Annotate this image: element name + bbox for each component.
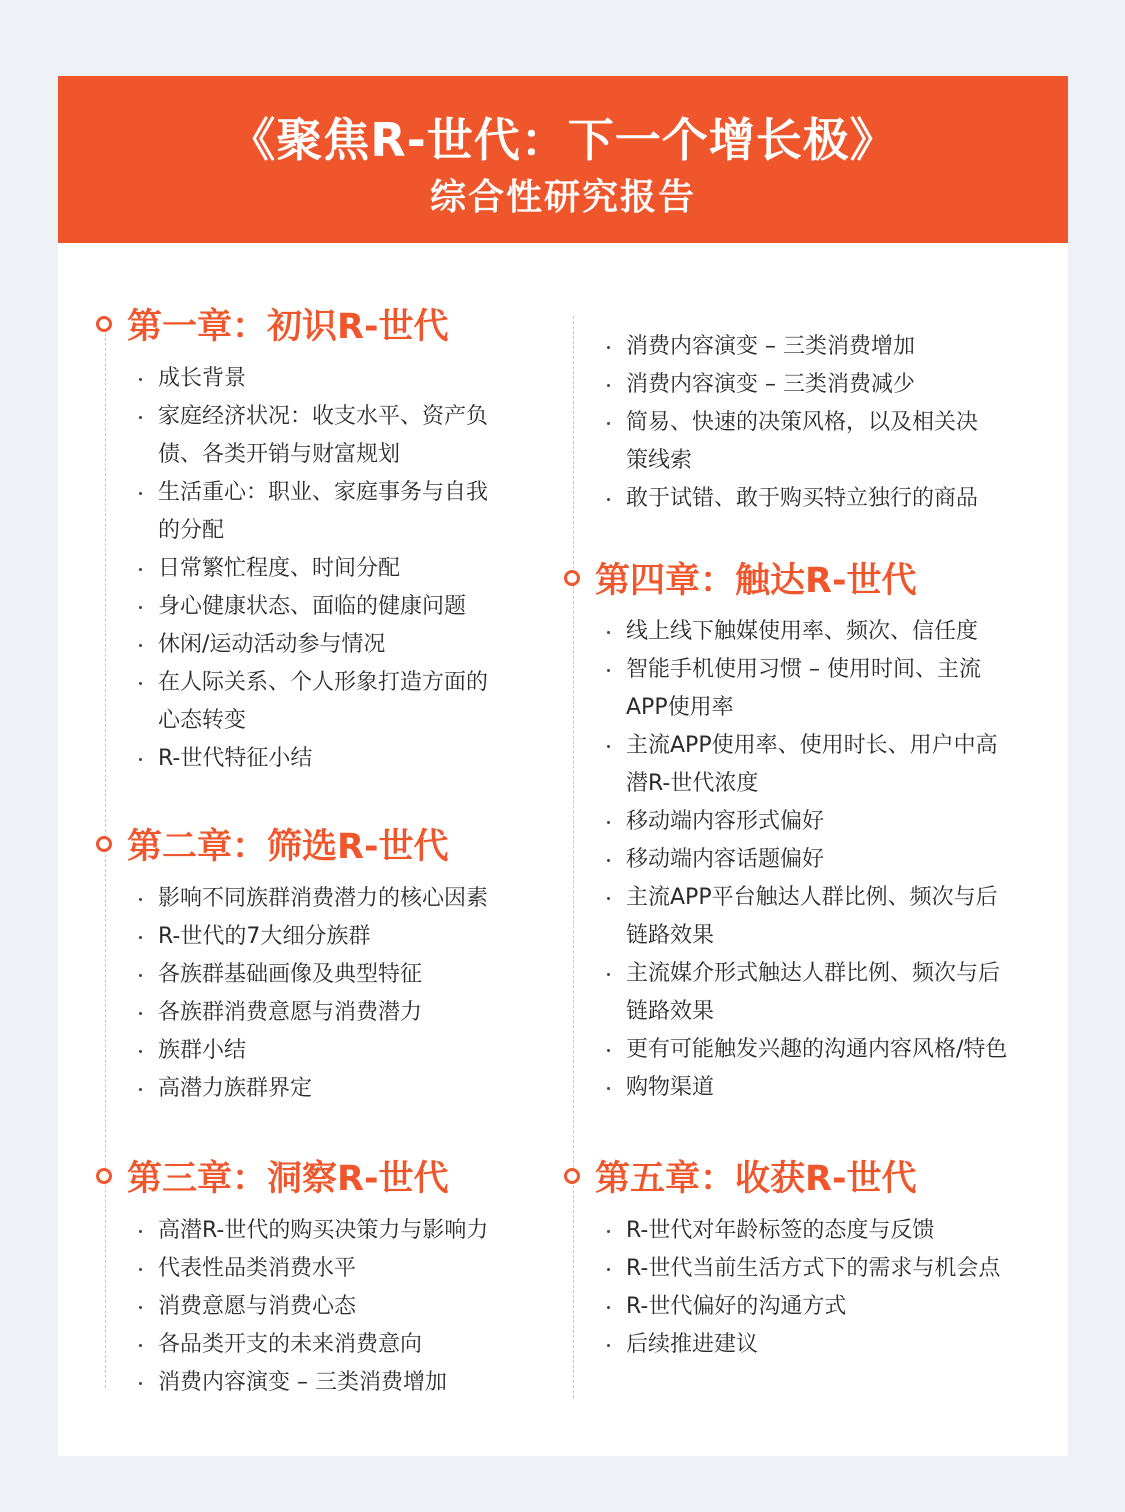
list-item-text: 心态转变: [158, 708, 247, 733]
list-item: [574, 1212, 1000, 1250]
bullet-icon: [607, 859, 610, 862]
header-banner: [58, 76, 1068, 243]
chapter-marker-icon: [564, 1168, 580, 1184]
list-item: [106, 1032, 488, 1070]
list-item-text: R-世代偏好的沟通方式: [626, 1294, 847, 1319]
chapter-5-items: [574, 1212, 1000, 1364]
bullet-icon: [607, 745, 610, 748]
list-item-text: 影响不同族群消费潜力的核心因素: [158, 886, 489, 911]
bullet-icon: [139, 606, 142, 609]
chapter-title: 第二章：筛选R-世代: [127, 827, 449, 867]
list-item: [574, 1031, 1007, 1069]
list-item-text: 日常繁忙程度、时间分配: [158, 556, 401, 581]
bullet-icon: [139, 1012, 142, 1015]
bullet-icon: [139, 1382, 142, 1385]
bullet-icon: [607, 346, 610, 349]
list-item-text: 家庭经济状况：收支水平、资产负: [158, 404, 489, 429]
list-item: [106, 588, 488, 626]
report-title: 《聚焦R-世代：下一个增长极》: [229, 113, 897, 167]
list-item-text: APP使用率: [626, 695, 734, 720]
list-item-text: R-世代对年龄标签的态度与反馈: [626, 1218, 935, 1243]
bullet-icon: [607, 1230, 610, 1233]
list-item: [574, 366, 978, 404]
list-item: [574, 613, 1007, 651]
bullet-icon: [139, 416, 142, 419]
bullet-icon: [139, 936, 142, 939]
chapter-1-items: [106, 360, 488, 778]
bullet-icon: [139, 644, 142, 647]
bullet-icon: [607, 669, 610, 672]
list-item: [106, 1070, 488, 1108]
bullet-icon: [607, 1268, 610, 1271]
list-item-text: 各族群基础画像及典型特征: [158, 962, 423, 987]
bullet-icon: [139, 1306, 142, 1309]
list-item-text: 身心健康状态、面临的健康问题: [158, 594, 467, 619]
bullet-icon: [139, 758, 142, 761]
list-item-text: 主流媒介形式触达人群比例、频次与后: [626, 961, 1001, 986]
list-item: [574, 955, 1007, 1031]
list-item-text: 消费内容演变 – 三类消费增加: [158, 1370, 447, 1395]
chapter-marker-icon: [96, 1168, 112, 1184]
list-item-text: 族群小结: [158, 1038, 247, 1063]
list-item-text: 生活重心：职业、家庭事务与自我: [158, 480, 489, 505]
list-item-text: 高潜R-世代的购买决策力与影响力: [158, 1218, 489, 1243]
bullet-icon: [607, 422, 610, 425]
chapter-title: 第四章：触达R-世代: [595, 561, 917, 601]
list-item-text: 链路效果: [626, 923, 715, 948]
list-item-text: R-世代的7大细分族群: [158, 924, 371, 949]
list-item-text: 敢于试错、敢于购买特立独行的商品: [626, 486, 979, 511]
bullet-icon: [607, 897, 610, 900]
list-item-text: 休闲/运动活动参与情况: [158, 632, 386, 657]
list-item: [574, 651, 1007, 727]
list-item-text: 智能手机使用习惯 – 使用时间、主流: [626, 657, 981, 682]
list-item-text: 购物渠道: [626, 1075, 715, 1100]
list-item: [574, 404, 978, 480]
bullet-icon: [139, 568, 142, 571]
report-card: [58, 76, 1068, 1456]
list-item-text: 策线索: [626, 448, 693, 473]
bullet-icon: [139, 898, 142, 901]
list-item: [106, 1364, 488, 1402]
list-item: [106, 1250, 488, 1288]
chapter-marker-icon: [96, 316, 112, 332]
bullet-icon: [139, 1268, 142, 1271]
chapter-title: 第五章：收获R-世代: [595, 1159, 917, 1199]
chapter-marker-icon: [96, 836, 112, 852]
bullet-icon: [607, 1344, 610, 1347]
bullet-icon: [607, 631, 610, 634]
bullet-icon: [607, 973, 610, 976]
list-item: [106, 918, 488, 956]
list-item-text: 更有可能触发兴趣的沟通内容风格/特色: [626, 1037, 1008, 1062]
bullet-icon: [607, 1087, 610, 1090]
bullet-icon: [139, 1050, 142, 1053]
bullet-icon: [607, 1306, 610, 1309]
list-item: [106, 360, 488, 398]
list-item: [106, 474, 488, 550]
list-item-text: 各品类开支的未来消费意向: [158, 1332, 423, 1357]
list-item-text: 链路效果: [626, 999, 715, 1024]
list-item-text: 各族群消费意愿与消费潜力: [158, 1000, 423, 1025]
list-item-text: 后续推进建议: [626, 1332, 759, 1357]
bullet-icon: [139, 1088, 142, 1091]
list-item-text: 的分配: [158, 518, 225, 543]
list-item-text: 消费意愿与消费心态: [158, 1294, 357, 1319]
bullet-icon: [139, 1344, 142, 1347]
bullet-icon: [139, 378, 142, 381]
bullet-icon: [607, 821, 610, 824]
list-item: [574, 1069, 1007, 1107]
list-item: [106, 1212, 488, 1250]
list-item-text: 债、各类开销与财富规划: [158, 442, 401, 467]
bullet-icon: [607, 384, 610, 387]
chapter-4-items: [574, 613, 1007, 1107]
list-item: [574, 480, 978, 518]
chapter-title: 第一章：初识R-世代: [127, 307, 449, 347]
list-item-text: 移动端内容话题偏好: [626, 847, 825, 872]
list-item: [106, 626, 488, 664]
list-item: [574, 879, 1007, 955]
list-item: [106, 398, 488, 474]
list-item: [106, 1326, 488, 1364]
list-item: [106, 994, 488, 1032]
list-item-text: 移动端内容形式偏好: [626, 809, 825, 834]
chapter-title: 第三章：洞察R-世代: [127, 1159, 449, 1199]
report-subtitle: 综合性研究报告: [429, 177, 696, 218]
list-item: [574, 1250, 1000, 1288]
chapter-marker-icon: [564, 570, 580, 586]
list-item: [574, 1288, 1000, 1326]
list-item-text: 成长背景: [158, 366, 247, 391]
bullet-icon: [139, 682, 142, 685]
list-item: [574, 841, 1007, 879]
bullet-icon: [139, 974, 142, 977]
list-item: [574, 803, 1007, 841]
chapter-3-items: [106, 1212, 488, 1402]
list-item: [106, 956, 488, 994]
list-item: [106, 550, 488, 588]
list-item-text: 线上线下触媒使用率、频次、信任度: [626, 619, 979, 644]
list-item-text: R-世代特征小结: [158, 746, 313, 771]
list-item-text: 消费内容演变 – 三类消费增加: [626, 334, 915, 359]
list-item-text: 简易、快速的决策风格，以及相关决: [626, 410, 979, 435]
bullet-icon: [139, 1230, 142, 1233]
list-item: [106, 664, 488, 740]
chapter-2-items: [106, 880, 488, 1108]
list-item: [106, 740, 488, 778]
list-item-text: 代表性品类消费水平: [158, 1256, 357, 1281]
list-item-text: 在人际关系、个人形象打造方面的: [158, 670, 489, 695]
list-item: [574, 328, 978, 366]
bullet-icon: [607, 498, 610, 501]
list-item: [106, 880, 488, 918]
chapter-3-continued-items: [574, 328, 978, 518]
list-item-text: R-世代当前生活方式下的需求与机会点: [626, 1256, 1001, 1281]
list-item: [574, 1326, 1000, 1364]
list-item-text: 消费内容演变 – 三类消费减少: [626, 372, 915, 397]
list-item-text: 潜R-世代浓度: [626, 771, 759, 796]
bullet-icon: [607, 1049, 610, 1052]
list-item-text: 主流APP平台触达人群比例、频次与后: [626, 885, 998, 910]
list-item: [574, 727, 1007, 803]
list-item-text: 高潜力族群界定: [158, 1076, 313, 1101]
bullet-icon: [139, 492, 142, 495]
list-item-text: 主流APP使用率、使用时长、用户中高: [626, 733, 998, 758]
list-item: [106, 1288, 488, 1326]
